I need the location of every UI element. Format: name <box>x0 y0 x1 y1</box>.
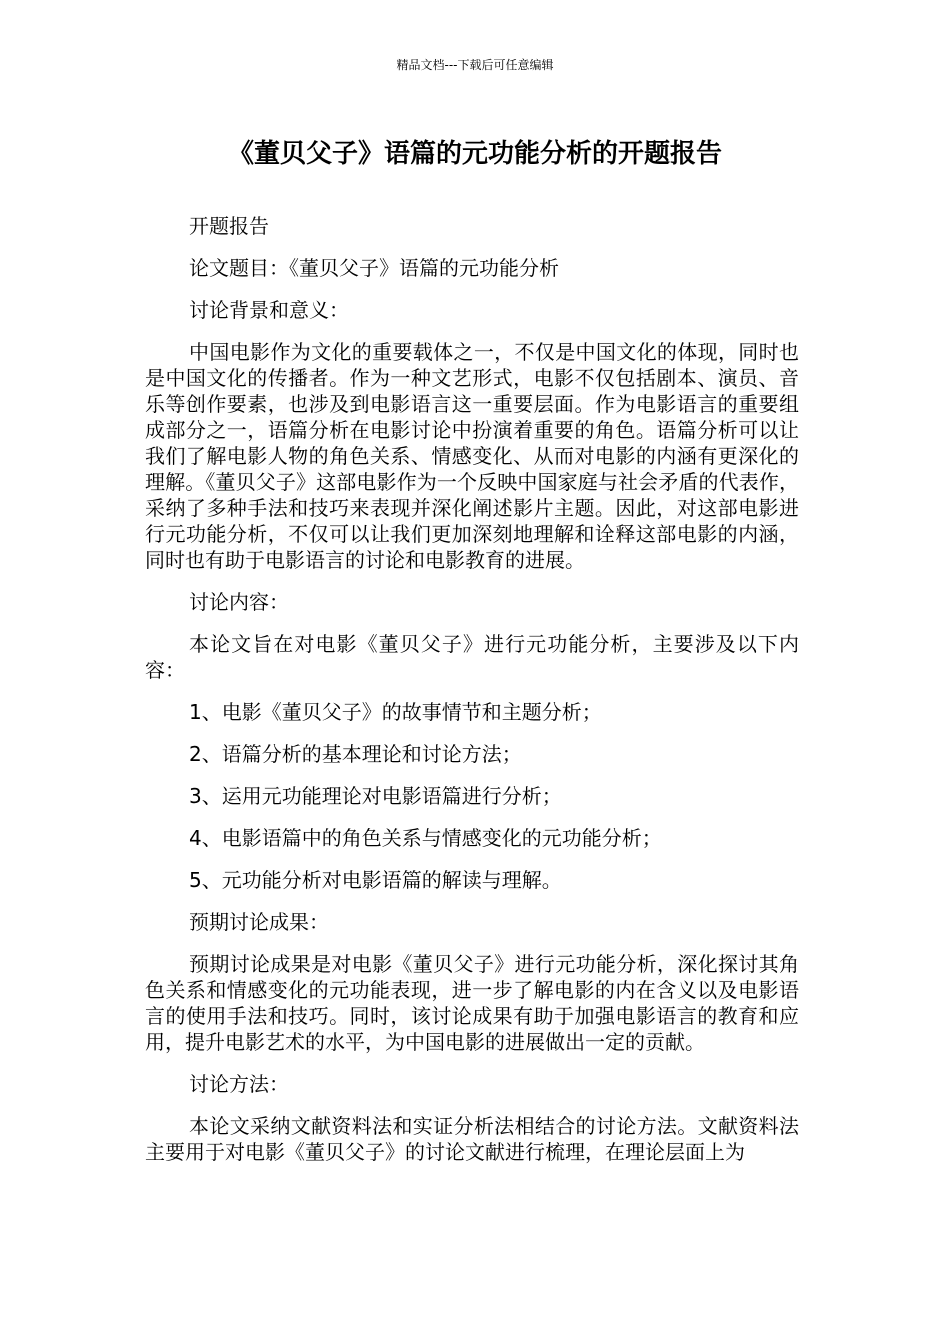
list-item: 3、运用元功能理论对电影语篇进行分析； <box>189 784 562 808</box>
page-header: 精品文档---下载后可任意编辑 <box>396 58 554 72</box>
heading-expected-results: 预期讨论成果： <box>189 910 329 934</box>
paragraph-report-label: 开题报告 <box>189 214 269 238</box>
heading-content: 讨论内容： <box>189 590 289 614</box>
heading-background: 讨论背景和意义： <box>189 298 349 322</box>
list-item: 2、语篇分析的基本理论和讨论方法； <box>189 742 522 766</box>
heading-methods: 讨论方法： <box>189 1072 289 1096</box>
paragraph-background: 中国电影作为文化的重要载体之一，不仅是中国文化的体现，同时也是中国文化的传播者。作为一种文艺形式，电影不仅包括剧本、演员、音乐等创作要素，也涉及到电影语言这一重要层面。作为电影语言的重要组成部分之一，语篇分析在电影讨论中扮演着重要的角色。语篇分析可以让我们了解电影人物的角色关系、情感变化、从而对电影的内涵有更深化的理解。《董贝父子》这部电影作为一个反映中国家庭与社会矛盾的代表作，采纳了多种手法和技巧来表现并深化阐述影片主题。因此，对这部电影进行元功能分析，不仅可以让我们更加深刻地理解和诠释这部电影的内涵，同时也有助于电影语言的讨论和电影教育的进展。 <box>145 340 799 572</box>
list-item: 5、元功能分析对电影语篇的解读与理解。 <box>189 868 562 892</box>
document-title: 《董贝父子》语篇的元功能分析的开题报告 <box>227 139 722 169</box>
paragraph-thesis-title: 论文题目：《董贝父子》语篇的元功能分析 <box>189 256 559 280</box>
paragraph-content-intro: 本论文旨在对电影《董贝父子》进行元功能分析，主要涉及以下内容： <box>145 632 799 682</box>
document-body <box>145 213 799 1181</box>
list-item: 4、电影语篇中的角色关系与情感变化的元功能分析； <box>189 826 662 850</box>
list-item: 1、电影《董贝父子》的故事情节和主题分析； <box>189 700 602 724</box>
paragraph-expected-results: 预期讨论成果是对电影《董贝父子》进行元功能分析，深化探讨其角色关系和情感变化的元功能表现，进一步了解电影的内在含义以及电影语言的使用手法和技巧。同时，该讨论成果有助于加强电影语言的教育和应用，提升电影艺术的水平，为中国电影的进展做出一定的贡献。 <box>145 952 799 1054</box>
paragraph-methods: 本论文采纳文献资料法和实证分析法相结合的讨论方法。文献资料法主要用于对电影《董贝父子》的讨论文献进行梳理，在理论层面上为 <box>145 1114 799 1164</box>
